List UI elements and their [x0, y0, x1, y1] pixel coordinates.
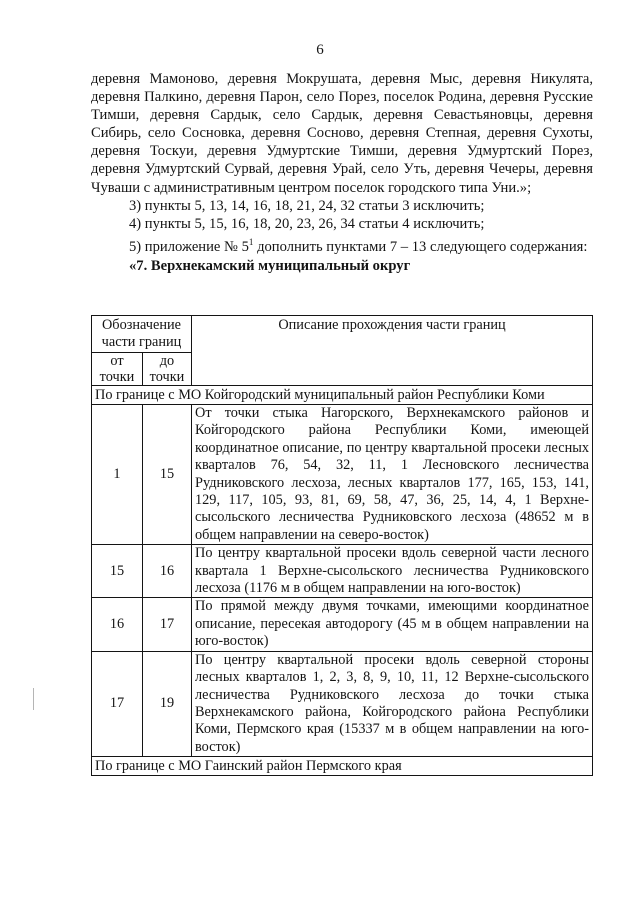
cell-description: По центру квартальной просеки вдоль северной части лесного квартала 1 Верхне-сысольского лесничества Рудниковского лесхоза (1176 м в общем направлении на юго-восток): [192, 545, 593, 598]
cell-to: 16: [143, 545, 192, 598]
item-5-text-rest: дополнить пунктами 7 – 13 следующего содержания:: [253, 238, 588, 255]
cell-from: 16: [92, 598, 143, 651]
cell-to: 19: [143, 651, 192, 756]
table-row: [92, 651, 593, 756]
header-designation: Обозначение части границ: [92, 316, 192, 353]
cell-to: 17: [143, 598, 192, 651]
boundary-table: [91, 315, 593, 776]
settlements-paragraph: деревня Мамоново, деревня Мокрушата, деревня Мыс, деревня Никулята, деревня Палкино, деревня Парон, село Порез, поселок Родина, деревня Русские Тимши, деревня Сардык, село Сардык, деревня Севастьяновцы, деревня Сибирь, село Сосновка, деревня Сосново, деревня Степная, деревня Сухоты, деревня Тоскуи, деревня Удмуртские Тимши, деревня Удмуртский Порез, деревня Удмуртский Сурвай, деревня Урай, село Уть, деревня Чечеры, деревня Чуваши с административным центром поселок городского типа Уни.»;: [91, 71, 593, 196]
margin-mark: [33, 688, 34, 710]
item-5-superscript: 1: [248, 236, 254, 247]
table-row: [92, 405, 593, 545]
item-5-text: 5) приложение № 5: [129, 238, 249, 255]
cell-from: 17: [92, 651, 143, 756]
cell-description: По центру квартальной просеки вдоль северной стороны лесных кварталов 1, 2, 3, 8, 9, 10, 11, 12 Верхне-сысольского лесничества Рудниковского лесхоза до точки стыка Верхнекамского района, Койгородского района Республики Коми, Пермского края (15337 м в общем направлении на юго-восток): [192, 651, 593, 756]
table-row: [92, 598, 593, 651]
body-text: [91, 70, 593, 275]
table-header-row: [92, 316, 593, 353]
cell-description: От точки стыка Нагорского, Верхнекамского районов и Койгородского района Республики Коми, имеющей координатное описание, по центру квартальной просеки лесных кварталов 76, 54, 32, 11, 1 Лесновского лесничества Рудниковского лесхоза, лесных кварталов 177, 165, 153, 141, 129, 117, 105, 93, 81, 69, 58, 47, 36, 25, 14, 4, 1 Верхне-сысольского лесничества Рудниковского лесхоза (48652 м в общем направлении на северо-восток): [192, 405, 593, 545]
header-to: до точки: [143, 353, 192, 386]
header-from: от точки: [92, 353, 143, 386]
amendment-item-5: [91, 233, 593, 256]
page-number: 6: [316, 42, 324, 58]
cell-to: 15: [143, 405, 192, 545]
table-row: [92, 545, 593, 598]
section-gainsky-boundary: По границе с МО Гаинский район Пермского края: [92, 757, 593, 776]
cell-from: 15: [92, 545, 143, 598]
amendment-item-4: 4) пункты 5, 15, 16, 18, 20, 23, 26, 34 статьи 4 исключить;: [129, 215, 485, 232]
table-section-row: [92, 757, 593, 776]
section-komi-boundary: По границе с МО Койгородский муниципальный район Республики Коми: [92, 386, 593, 405]
amendment-item-3: 3) пункты 5, 13, 14, 16, 18, 21, 24, 32 статьи 3 исключить;: [129, 197, 485, 214]
table-section-row: [92, 386, 593, 405]
cell-from: 1: [92, 405, 143, 545]
header-description: Описание прохождения части границ: [192, 316, 593, 386]
section-title: «7. Верхнекамский муниципальный округ: [129, 257, 411, 274]
cell-description: По прямой между двумя точками, имеющими координатное описание, пересекая автодорогу (45 м в общем направлении на юго-восток): [192, 598, 593, 651]
